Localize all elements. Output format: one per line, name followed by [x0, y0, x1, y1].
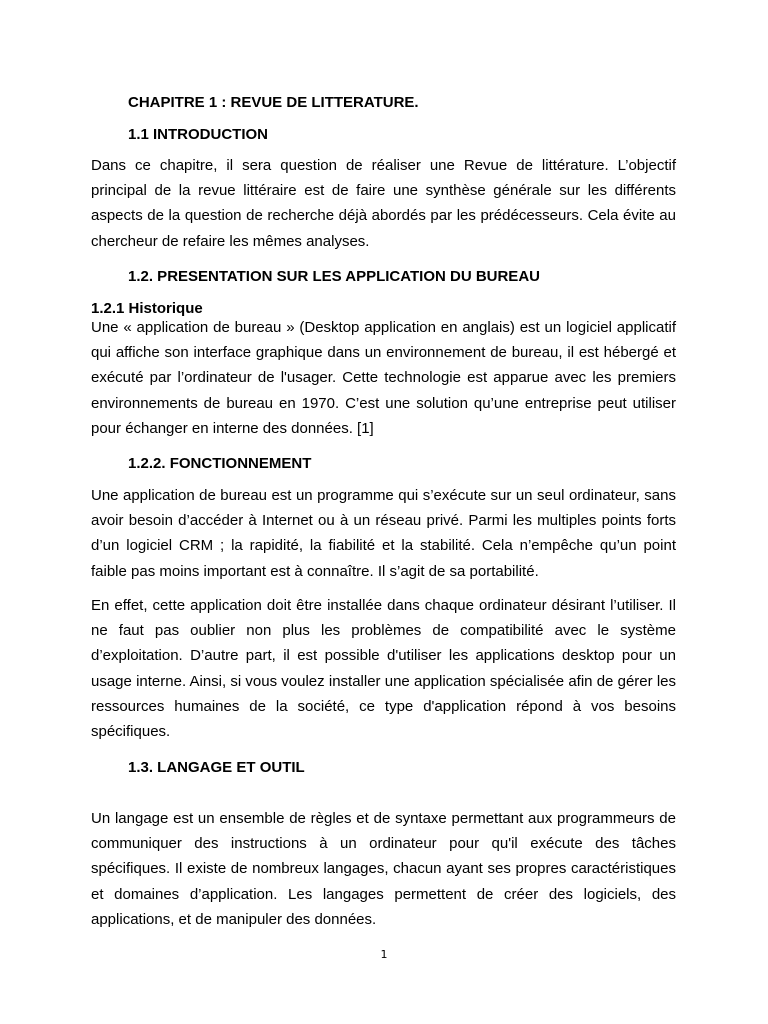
- paragraph-fonctionnement-1: Une application de bureau est un programme qui s’exécute sur un seul ordinateur, sans avoir besoin d’accéder à Internet ou à un réseau privé. Parmi les multiples points forts d’un logiciel CRM ; la rapidité, la fiabilité et la stabilité. Cela n’empêche qu’un point faible pas moins important est à connaître. Il s’agit de sa portabilité.: [91, 487, 676, 580]
- paragraph-introduction: Dans ce chapitre, il sera question de réaliser une Revue de littérature. L’objectif principal de la revue littéraire est de faire une synthèse générale sur les différents aspects de la question de recherche déjà abordés par les prédécesseurs. Cela évite au chercheur de refaire les mêmes analyses.: [91, 157, 676, 250]
- page-number: 1: [380, 948, 388, 961]
- chapter-title: CHAPITRE 1 : REVUE DE LITTERATURE.: [128, 94, 419, 111]
- paragraph-fonctionnement-2: En effet, cette application doit être installée dans chaque ordinateur désirant l’utiliser. Il ne faut pas oublier non plus les problèmes de compatibilité avec le système d’exploitation. D’autre part, il est possible d'utiliser les applications desktop pour un usage interne. Ainsi, si vous voulez installer une application spécialisée afin de gérer les ressources humaines de la société, ce type d'application répond à vos besoins spécifiques.: [91, 597, 676, 741]
- paragraph-historique: Une « application de bureau » (Desktop application en anglais) est un logiciel applicatif qui affiche son interface graphique dans un environnement de bureau, il est hébergé et exécuté par l’ordinateur de l'usager. Cette technologie est apparue avec les premiers environnements de bureau en 1970. C’est une solution qu’une entreprise peut utiliser pour échanger en interne des données. [1]: [91, 319, 676, 437]
- heading-historique: 1.2.1 Historique: [91, 300, 203, 317]
- paragraph-langage: Un langage est un ensemble de règles et de syntaxe permettant aux programmeurs de communiquer des instructions à un ordinateur pour qu'il exécute des tâches spécifiques. Il existe de nombreux langages, chacun ayant ses propres caractéristiques et domaines d’application. Les langages permettent de créer des logiciels, des applications, et de manipuler des données.: [91, 810, 676, 928]
- heading-presentation: 1.2. PRESENTATION SUR LES APPLICATION DU BUREAU: [128, 268, 540, 285]
- heading-introduction: 1.1 INTRODUCTION: [128, 126, 269, 143]
- heading-langage: 1.3. LANGAGE ET OUTIL: [128, 759, 305, 776]
- heading-fonctionnement: 1.2.2. FONCTIONNEMENT: [128, 455, 312, 472]
